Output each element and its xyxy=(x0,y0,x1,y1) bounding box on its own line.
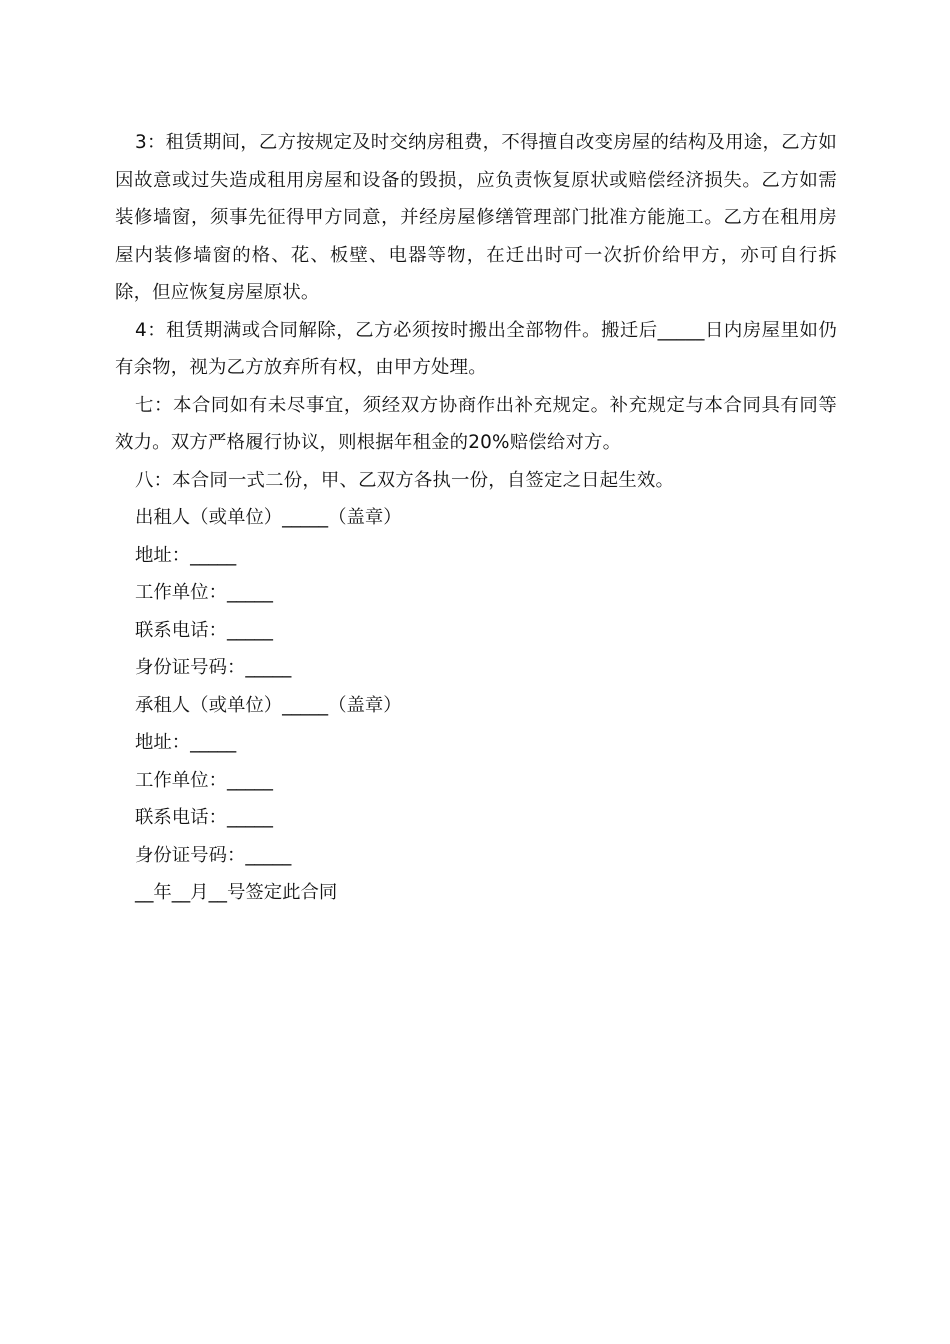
lessee-name: 承租人（或单位）_____（盖章） xyxy=(135,694,402,716)
lessor-id-number: 身份证号码：_____ xyxy=(135,657,292,678)
lessor-block xyxy=(115,499,837,687)
clause-3: 3：租赁期间，乙方按规定及时交纳房租费，不得擅自改变房屋的结构及用途，乙方如因故意或过失造成租用房屋和设备的毁损，应负责恢复原状或赔偿经济损失。乙方如需装修墙窗，须事先征得甲方同意，并经房屋修缮管理部门批准方能施工。乙方在租用房屋内装修墙窗的格、花、板壁、电器等物，在迁出时可一次折价给甲方，亦可自行拆除，但应恢复房屋原状。 xyxy=(115,132,837,303)
lessor-phone: 联系电话：_____ xyxy=(135,619,273,641)
lessee-employer: 工作单位：_____ xyxy=(135,769,273,791)
lessor-address: 地址：_____ xyxy=(135,544,237,566)
sign-date: __年__月__号签定此合同 xyxy=(135,882,338,903)
lessor-name: 出租人（或单位）_____（盖章） xyxy=(135,507,402,528)
lessee-id-number: 身份证号码：_____ xyxy=(135,844,292,866)
clause-8: 八：本合同一式二份，甲、乙双方各执一份，自签定之日起生效。 xyxy=(135,469,675,491)
document-page xyxy=(115,124,837,912)
lessee-address: 地址：_____ xyxy=(135,732,237,753)
lessee-phone: 联系电话：_____ xyxy=(135,807,273,828)
clause-4: 4：租赁期满或合同解除，乙方必须按时搬出全部物件。搬迁后_____日内房屋里如仍有余物，视为乙方放弃所有权，由甲方处理。 xyxy=(115,319,837,378)
lessor-employer: 工作单位：_____ xyxy=(135,582,273,603)
lessee-block xyxy=(115,687,837,875)
clause-7: 七：本合同如有未尽事宜，须经双方协商作出补充规定。补充规定与本合同具有同等效力。双方严格履行协议，则根据年租金的20%赔偿给对方。 xyxy=(115,394,837,453)
